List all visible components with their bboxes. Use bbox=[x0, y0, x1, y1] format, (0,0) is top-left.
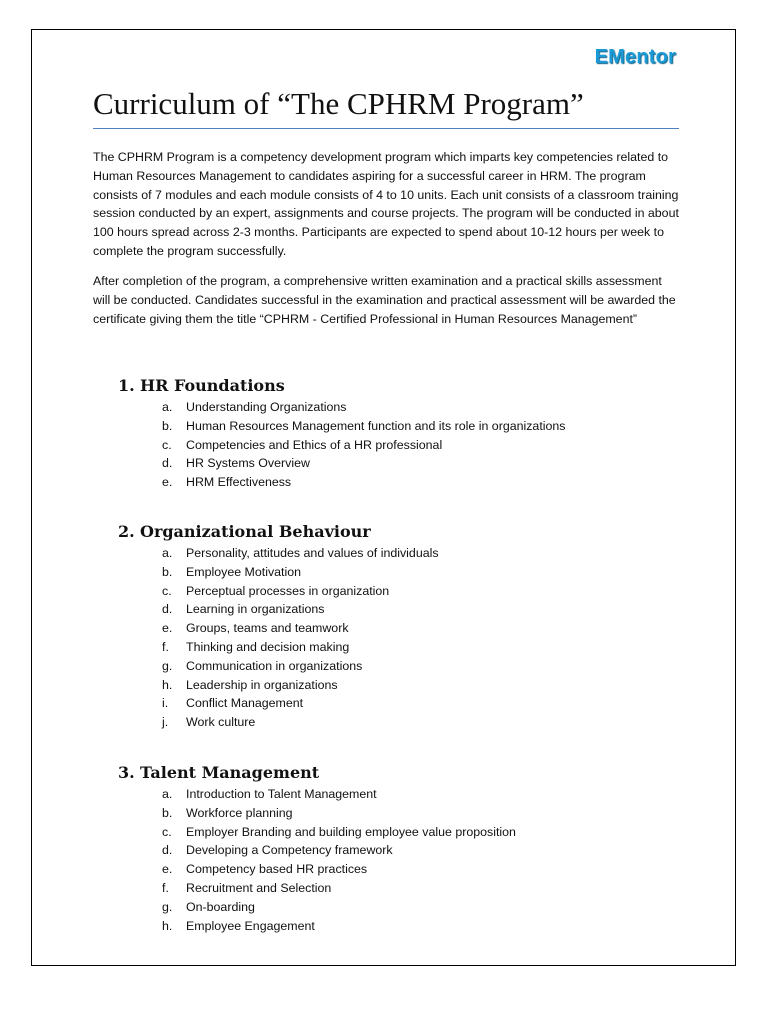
unit-letter: b. bbox=[162, 805, 173, 820]
unit-text: Competency based HR practices bbox=[186, 862, 368, 877]
list-item bbox=[162, 544, 439, 563]
ementor-logo: EMentor bbox=[594, 46, 676, 68]
module-title: Talent Management bbox=[140, 763, 320, 782]
unit-text: Understanding Organizations bbox=[186, 400, 347, 414]
module-heading bbox=[118, 376, 566, 395]
unit-letter: c. bbox=[162, 437, 172, 452]
unit-text: Employee Motivation bbox=[186, 564, 302, 579]
list-item bbox=[162, 619, 439, 638]
list-item bbox=[162, 657, 439, 676]
module-title: Organizational Behaviour bbox=[140, 522, 371, 541]
unit-letter: f. bbox=[162, 880, 169, 895]
unit-text: Employer Branding and building employee value proposition bbox=[186, 824, 516, 839]
unit-list bbox=[118, 398, 566, 492]
unit-text: Conflict Management bbox=[186, 696, 304, 711]
completion-paragraph: After completion of the program, a comprehensive written examination and a practical skills assessment will be conducted. Candidates successful in the examination and practical assessment will be awarded the certificate giving them the title “CPHRM - Certified Professional in Human Resources Management” bbox=[93, 274, 676, 326]
list-item bbox=[162, 860, 516, 879]
unit-text: Human Resources Management function and its role in organizations bbox=[186, 418, 566, 433]
list-item bbox=[162, 417, 566, 436]
unit-text: Developing a Competency framework bbox=[186, 843, 393, 858]
module-number: 1. bbox=[118, 376, 135, 395]
unit-text: On-boarding bbox=[186, 899, 255, 914]
module-organizational-behaviour bbox=[118, 522, 439, 732]
unit-text: Competencies and Ethics of a HR professional bbox=[186, 437, 443, 452]
unit-list bbox=[118, 785, 516, 935]
unit-text: Work culture bbox=[186, 715, 256, 730]
list-item bbox=[162, 676, 439, 695]
page-title: Curriculum of “The CPHRM Program” bbox=[93, 86, 584, 121]
unit-list bbox=[118, 544, 439, 732]
unit-text: Recruitment and Selection bbox=[186, 880, 332, 895]
unit-text: Perceptual processes in organization bbox=[186, 583, 390, 598]
unit-letter: c. bbox=[162, 824, 172, 839]
unit-text: Thinking and decision making bbox=[186, 639, 350, 654]
unit-letter: b. bbox=[162, 418, 173, 433]
unit-text: Communication in organizations bbox=[186, 658, 363, 673]
intro-paragraph: The CPHRM Program is a competency development program which imparts key competencies related to Human Resources Management to candidates aspiring for a successful career in HRM. The program consists of 7 modules and each module consists of 4 to 10 units. Each unit consists of a classroom training session conducted by an expert, assignments and course projects. The program will be conducted in about 100 hours spread across 2-3 months. Participants are expected to spend about 10-12 hours per week to complete the program successfully. bbox=[93, 150, 679, 258]
unit-letter: i. bbox=[162, 696, 169, 711]
list-item bbox=[162, 917, 516, 936]
module-hr-foundations bbox=[118, 376, 566, 492]
unit-text: HRM Effectiveness bbox=[186, 475, 292, 490]
unit-letter: e. bbox=[162, 621, 173, 636]
unit-text: HR Systems Overview bbox=[186, 456, 310, 471]
unit-letter: d. bbox=[162, 602, 173, 617]
unit-letter: j. bbox=[162, 715, 169, 730]
list-item bbox=[162, 785, 516, 804]
unit-letter: a. bbox=[162, 546, 173, 560]
unit-letter: a. bbox=[162, 400, 173, 414]
list-item bbox=[162, 398, 566, 417]
module-talent-management bbox=[118, 763, 516, 935]
module-heading bbox=[118, 763, 516, 782]
unit-text: Personality, attitudes and values of individuals bbox=[186, 546, 439, 560]
unit-letter: h. bbox=[162, 918, 173, 933]
unit-text: Learning in organizations bbox=[186, 602, 325, 617]
module-number: 3. bbox=[118, 763, 135, 782]
list-item bbox=[162, 454, 566, 473]
list-item bbox=[162, 898, 516, 917]
list-item bbox=[162, 473, 566, 492]
unit-letter: e. bbox=[162, 475, 173, 490]
unit-letter: d. bbox=[162, 456, 173, 471]
unit-text: Introduction to Talent Management bbox=[186, 787, 377, 801]
module-title: HR Foundations bbox=[140, 376, 285, 395]
module-number: 2. bbox=[118, 522, 135, 541]
title-underline bbox=[93, 128, 679, 129]
unit-letter: d. bbox=[162, 843, 173, 858]
list-item bbox=[162, 600, 439, 619]
unit-letter: g. bbox=[162, 658, 173, 673]
list-item bbox=[162, 713, 439, 732]
list-item bbox=[162, 436, 566, 455]
unit-letter: e. bbox=[162, 862, 173, 877]
list-item bbox=[162, 879, 516, 898]
unit-text: Leadership in organizations bbox=[186, 677, 338, 692]
list-item bbox=[162, 804, 516, 823]
module-heading bbox=[118, 522, 439, 541]
list-item bbox=[162, 823, 516, 842]
unit-text: Groups, teams and teamwork bbox=[186, 621, 349, 636]
unit-text: Workforce planning bbox=[186, 805, 293, 820]
list-item bbox=[162, 638, 439, 657]
unit-letter: c. bbox=[162, 583, 172, 598]
unit-letter: b. bbox=[162, 564, 173, 579]
list-item bbox=[162, 563, 439, 582]
unit-text: Employee Engagement bbox=[186, 918, 315, 933]
unit-letter: a. bbox=[162, 787, 173, 801]
list-item bbox=[162, 582, 439, 601]
unit-letter: g. bbox=[162, 899, 173, 914]
list-item bbox=[162, 841, 516, 860]
list-item bbox=[162, 694, 439, 713]
unit-letter: f. bbox=[162, 639, 169, 654]
unit-letter: h. bbox=[162, 677, 173, 692]
